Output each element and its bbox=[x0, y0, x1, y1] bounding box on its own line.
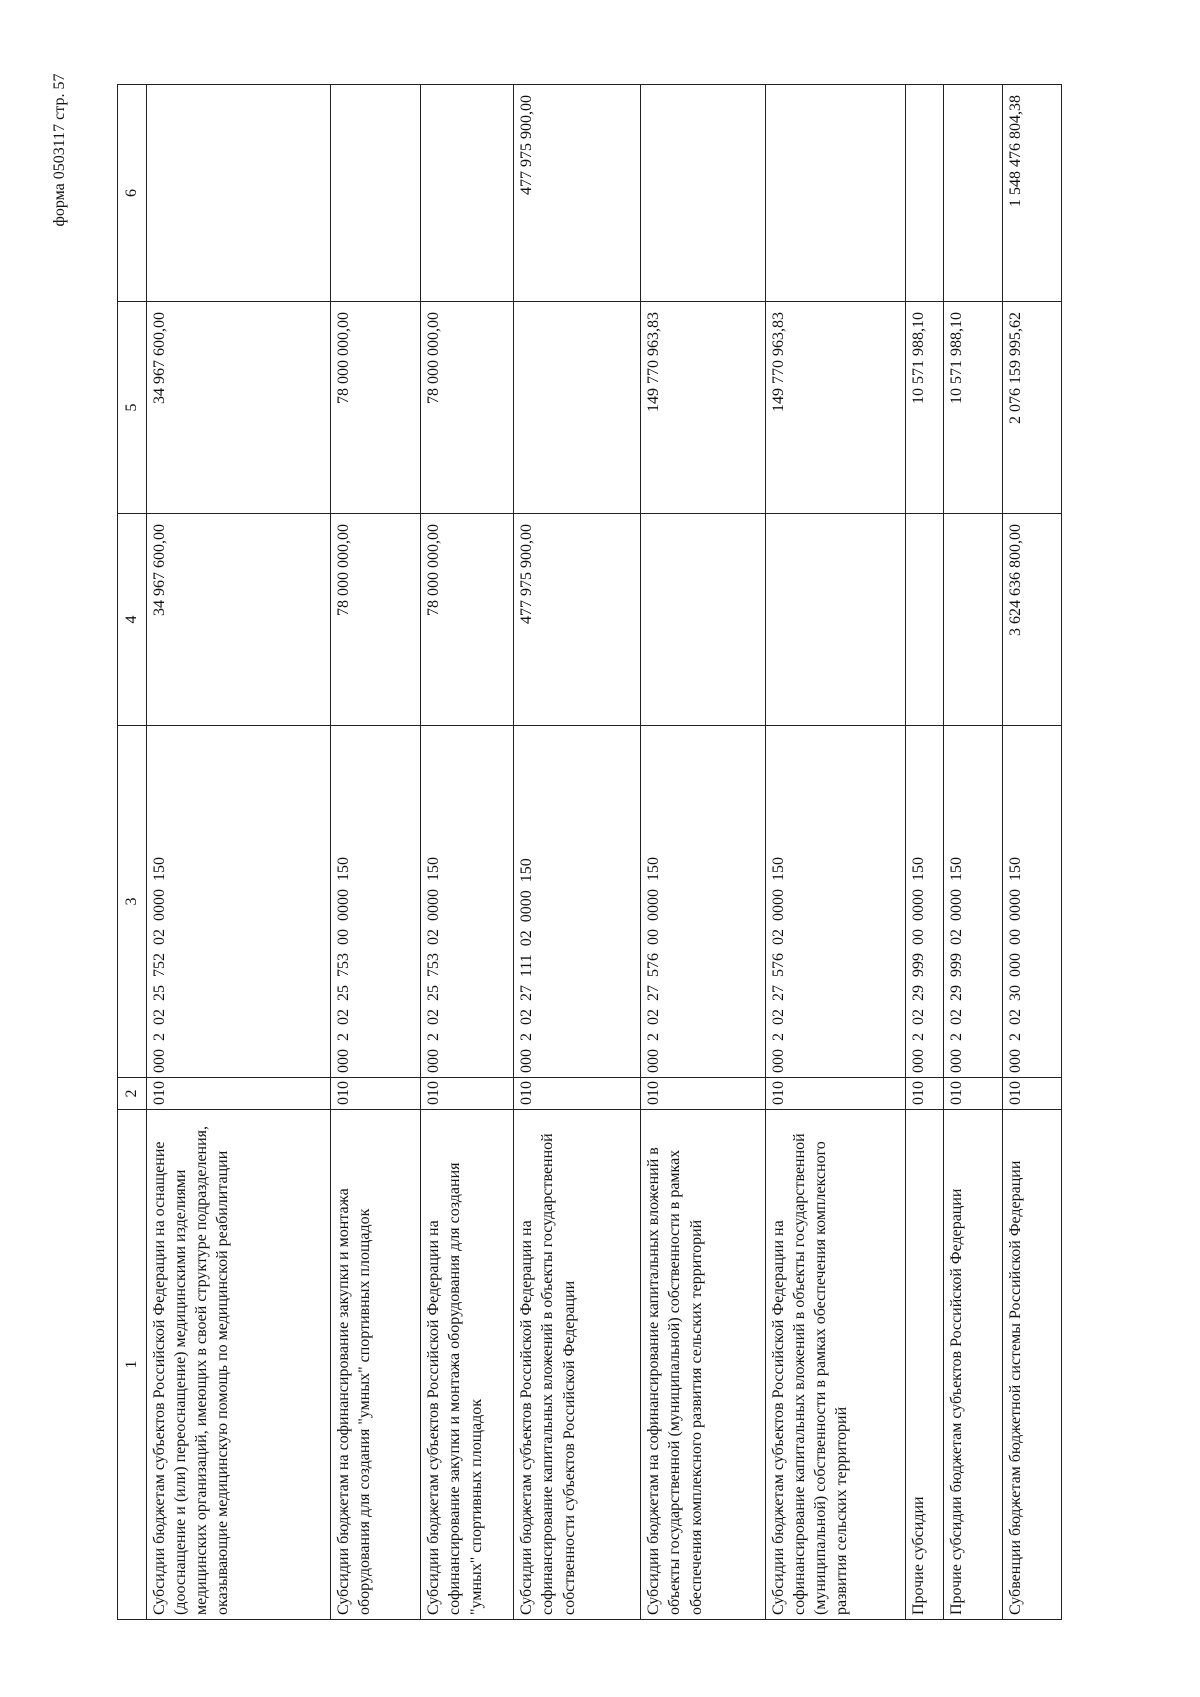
line-code-cell: 010 bbox=[514, 1078, 641, 1110]
executed-cell bbox=[514, 302, 641, 514]
approved-cell: 34 967 600,00 bbox=[147, 514, 331, 726]
budget-code-cell: 000 2 02 27 111 02 0000 150 bbox=[514, 726, 641, 1078]
unexecuted-cell bbox=[641, 85, 766, 302]
unexecuted-cell: 477 975 900,00 bbox=[514, 85, 641, 302]
line-code-cell: 010 bbox=[905, 1078, 944, 1110]
executed-cell: 10 571 988,10 bbox=[944, 302, 1003, 514]
budget-code-cell: 000 2 02 30 000 00 0000 150 bbox=[1003, 726, 1062, 1078]
unexecuted-cell bbox=[905, 85, 944, 302]
executed-cell: 78 000 000,00 bbox=[330, 302, 421, 514]
column-header: 2 bbox=[118, 1078, 147, 1110]
budget-code-cell: 000 2 02 25 753 00 0000 150 bbox=[330, 726, 421, 1078]
column-header: 5 bbox=[118, 302, 147, 514]
form-label: форма 0503117 стр. 57 bbox=[51, 73, 68, 227]
approved-cell bbox=[766, 514, 905, 726]
line-code-cell: 010 bbox=[1003, 1078, 1062, 1110]
column-header: 3 bbox=[118, 726, 147, 1078]
column-header: 6 bbox=[118, 85, 147, 302]
executed-cell: 2 076 159 995,62 bbox=[1003, 302, 1062, 514]
approved-cell: 3 624 636 800,00 bbox=[1003, 514, 1062, 726]
row-name-cell: Субсидии бюджетам субъектов Российской Федерации на софинансирование капитальных вложений в объекты государственной собственности субъектов Российской Федерации bbox=[514, 1110, 641, 1620]
line-code-cell: 010 bbox=[147, 1078, 331, 1110]
executed-cell: 10 571 988,10 bbox=[905, 302, 944, 514]
row-name-cell: Субвенции бюджетам бюджетной системы Российской Федерации bbox=[1003, 1110, 1062, 1620]
budget-code-cell: 000 2 02 25 752 02 0000 150 bbox=[147, 726, 331, 1078]
line-code-cell: 010 bbox=[330, 1078, 421, 1110]
row-name-cell: Субсидии бюджетам на софинансирование капитальных вложений в объекты государственной (муниципальной) собственности в рамках обеспечения комплексного развития сельских территорий bbox=[641, 1110, 766, 1620]
row-name-cell: Субсидии бюджетам на софинансирование закупки и монтажа оборудования для создания "умных" спортивных площадок bbox=[330, 1110, 421, 1620]
line-code-cell: 010 bbox=[421, 1078, 514, 1110]
row-name-cell: Субсидии бюджетам субъектов Российской Федерации на оснащение (дооснащение и (или) переоснащение) медицинскими изделиями медицинских организаций, имеющих в своей структуре подразделения, оказывающие медицинскую помощь по медицинской реабилитации bbox=[147, 1110, 331, 1620]
unexecuted-cell bbox=[766, 85, 905, 302]
table-row bbox=[1003, 85, 1062, 1620]
unexecuted-cell: 1 548 476 804,38 bbox=[1003, 85, 1062, 302]
table-row bbox=[766, 85, 905, 1620]
executed-cell: 149 770 963,83 bbox=[766, 302, 905, 514]
budget-code-cell: 000 2 02 27 576 00 0000 150 bbox=[641, 726, 766, 1078]
approved-cell: 78 000 000,00 bbox=[421, 514, 514, 726]
unexecuted-cell bbox=[330, 85, 421, 302]
table-row bbox=[421, 85, 514, 1620]
budget-code-cell: 000 2 02 27 576 02 0000 150 bbox=[766, 726, 905, 1078]
executed-cell: 149 770 963,83 bbox=[641, 302, 766, 514]
table-row bbox=[514, 85, 641, 1620]
approved-cell: 78 000 000,00 bbox=[330, 514, 421, 726]
budget-code-cell: 000 2 02 29 999 02 0000 150 bbox=[944, 726, 1003, 1078]
approved-cell bbox=[905, 514, 944, 726]
row-name-cell: Прочие субсидии bbox=[905, 1110, 944, 1620]
table-row bbox=[147, 85, 331, 1620]
row-name-cell: Прочие субсидии бюджетам субъектов Российской Федерации bbox=[944, 1110, 1003, 1620]
table-row bbox=[330, 85, 421, 1620]
rotated-table-wrapper bbox=[117, 85, 1062, 1620]
table-row bbox=[905, 85, 944, 1620]
column-header: 1 bbox=[118, 1110, 147, 1620]
column-header: 4 bbox=[118, 514, 147, 726]
line-code-cell: 010 bbox=[641, 1078, 766, 1110]
table-row bbox=[944, 85, 1003, 1620]
approved-cell bbox=[641, 514, 766, 726]
table-row bbox=[641, 85, 766, 1620]
budget-table bbox=[117, 84, 1062, 1620]
unexecuted-cell bbox=[147, 85, 331, 302]
row-name-cell: Субсидии бюджетам субъектов Российской Федерации на софинансирование капитальных вложений в объекты государственной (муниципальной) собственности в рамках обеспечения комплексного развития сельских территорий bbox=[766, 1110, 905, 1620]
approved-cell bbox=[944, 514, 1003, 726]
approved-cell: 477 975 900,00 bbox=[514, 514, 641, 726]
unexecuted-cell bbox=[421, 85, 514, 302]
line-code-cell: 010 bbox=[766, 1078, 905, 1110]
row-name-cell: Субсидии бюджетам субъектов Российской Федерации на софинансирование закупки и монтажа оборудования для создания "умных" спортивных площадок bbox=[421, 1110, 514, 1620]
budget-code-cell: 000 2 02 29 999 00 0000 150 bbox=[905, 726, 944, 1078]
unexecuted-cell bbox=[944, 85, 1003, 302]
budget-code-cell: 000 2 02 25 753 02 0000 150 bbox=[421, 726, 514, 1078]
executed-cell: 78 000 000,00 bbox=[421, 302, 514, 514]
page-header bbox=[40, 40, 80, 260]
column-number-row bbox=[118, 85, 147, 1620]
executed-cell: 34 967 600,00 bbox=[147, 302, 331, 514]
line-code-cell: 010 bbox=[944, 1078, 1003, 1110]
